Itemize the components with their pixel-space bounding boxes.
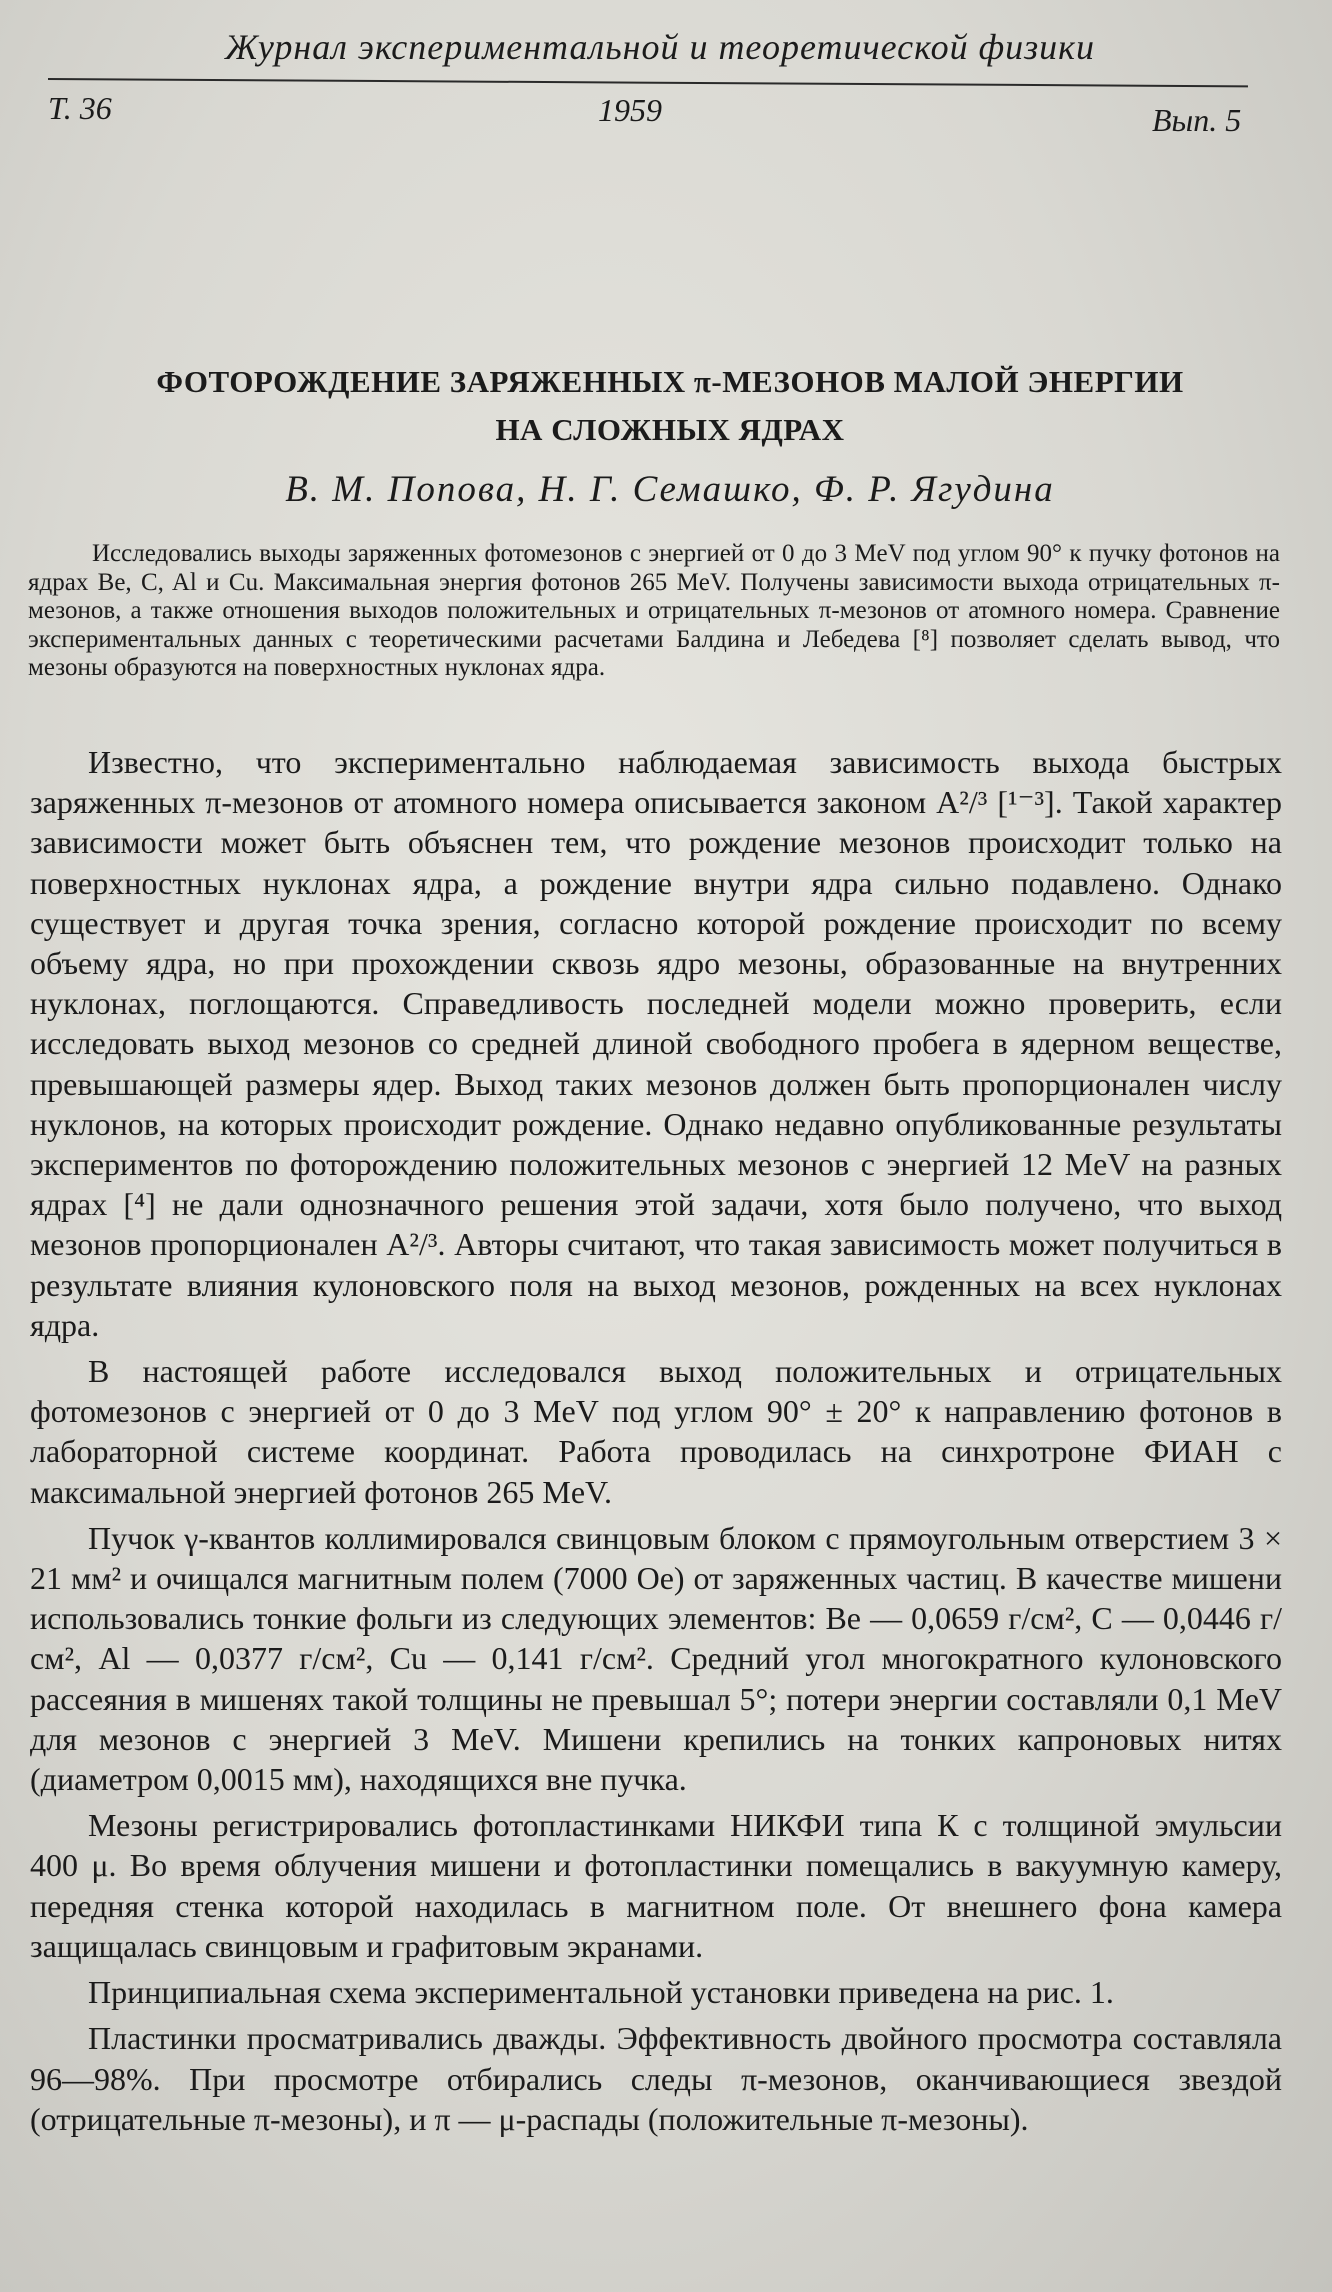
- volume-number: Т. 36: [48, 90, 112, 126]
- body-paragraph: Пластинки просматривались дважды. Эффективность двойного просмотра составляла 96—98%. При просмотре отбирались следы π-мезонов, оканчивающиеся звездой (отрицательные π-мезоны), и π — μ-распады (положительные π-мезоны).: [30, 2020, 1282, 2137]
- article-authors: В. М. Попова, Н. Г. Семашко, Ф. Р. Ягудина: [285, 469, 1055, 510]
- body-paragraph: В настоящей работе исследовался выход положительных и отрицательных фотомезонов с энергией от 0 до 3 MeV под углом 90° ± 20° к направлению фотонов в лабораторной системе координат. Работа проводилась на синхротроне ФИАН с максимальной энергией фотонов 265 MeV.: [30, 1353, 1282, 1510]
- article-body: [30, 742, 1282, 2145]
- publication-year: 1959: [598, 92, 662, 128]
- body-paragraph: Мезоны регистрировались фотопластинками НИКФИ типа К с толщиной эмульсии 400 μ. Во время облучения мишени и фотопластинки помещались в вакуумную камеру, передняя стенка которой находилась в магнитном поле. От внешнего фона камера защищалась свинцовым и графитовым экранами.: [30, 1807, 1282, 1964]
- issue-number: Вып. 5: [1152, 102, 1242, 138]
- body-paragraph: Известно, что экспериментально наблюдаемая зависимость выхода быстрых заряженных π-мезонов от атомного номера описывается законом A²/³ [¹⁻³]. Такой характер зависимости может быть объяснен тем, что рождение мезонов происходит только на поверхностных нуклонах ядра, а рождение внутри ядра сильно подавлено. Однако существует и другая точка зрения, согласно которой рождение происходит по всему объему ядра, но при прохождении сквозь ядро мезоны, образованные на внутренних нуклонах, поглощаются. Справедливость последней модели можно проверить, если исследовать выход мезонов со средней длиной свободного пробега в ядерном веществе, превышающей размеры ядер. Выход таких мезонов должен быть пропорционален числу нуклонов, на которых происходит рождение. Однако недавно опубликованные результаты экспериментов по фоторождению положительных мезонов с энергией 12 MeV на разных ядрах [⁴] не дали однозначного решения этой задачи, хотя было получено, что выход мезонов пропорционален A²/³. Авторы считают, что такая зависимость может получиться в результате влияния кулоновского поля на выход мезонов, рожденных на всех нуклонах ядра.: [30, 744, 1282, 1343]
- journal-name: Журнал экспериментальной и теоретической физики: [224, 27, 1096, 67]
- title-line-1: ФОТОРОЖДЕНИЕ ЗАРЯЖЕННЫХ π-МЕЗОНОВ МАЛОЙ ЭНЕРГИИ: [156, 364, 1184, 399]
- title-line-2: НА СЛОЖНЫХ ЯДРАХ: [495, 412, 845, 447]
- article-abstract: Исследовались выходы заряженных фотомезонов с энергией от 0 до 3 MeV под углом 90° к пучку фотонов на ядрах Be, C, Al и Cu. Максимальная энергия фотонов 265 MeV. Получены зависимости выхода отрицательных π-мезонов, а также отношения выходов положительных и отрицательных π-мезонов от атомного номера. Сравнение экспериментальных данных с теоретическими расчетами Балдина и Лебедева [⁸] позволяет сделать вывод, что мезоны образуются на поверхностных нуклонах ядра.: [28, 540, 1280, 681]
- article-title: [70, 358, 1270, 454]
- body-paragraph: Принципиальная схема экспериментальной установки приведена на рис. 1.: [88, 1974, 1114, 2011]
- body-paragraph: Пучок γ-квантов коллимировался свинцовым блоком с прямоугольным отверстием 3 × 21 мм² и очищался магнитным полем (7000 Oe) от заряженных частиц. В качестве мишени использовались тонкие фольги из следующих элементов: Be — 0,0659 г/см², C — 0,0446 г/см², Al — 0,0377 г/см², Cu — 0,141 г/см². Средний угол многократного кулоновского рассеяния в мишенях такой толщины не превышал 5°; потери энергии составляли 0,1 MeV для мезонов с энергией 3 MeV. Мишени крепились на тонких капроновых нитях (диаметром 0,0015 мм), находящихся вне пучка.: [30, 1519, 1283, 1798]
- header-rule: [48, 78, 1248, 87]
